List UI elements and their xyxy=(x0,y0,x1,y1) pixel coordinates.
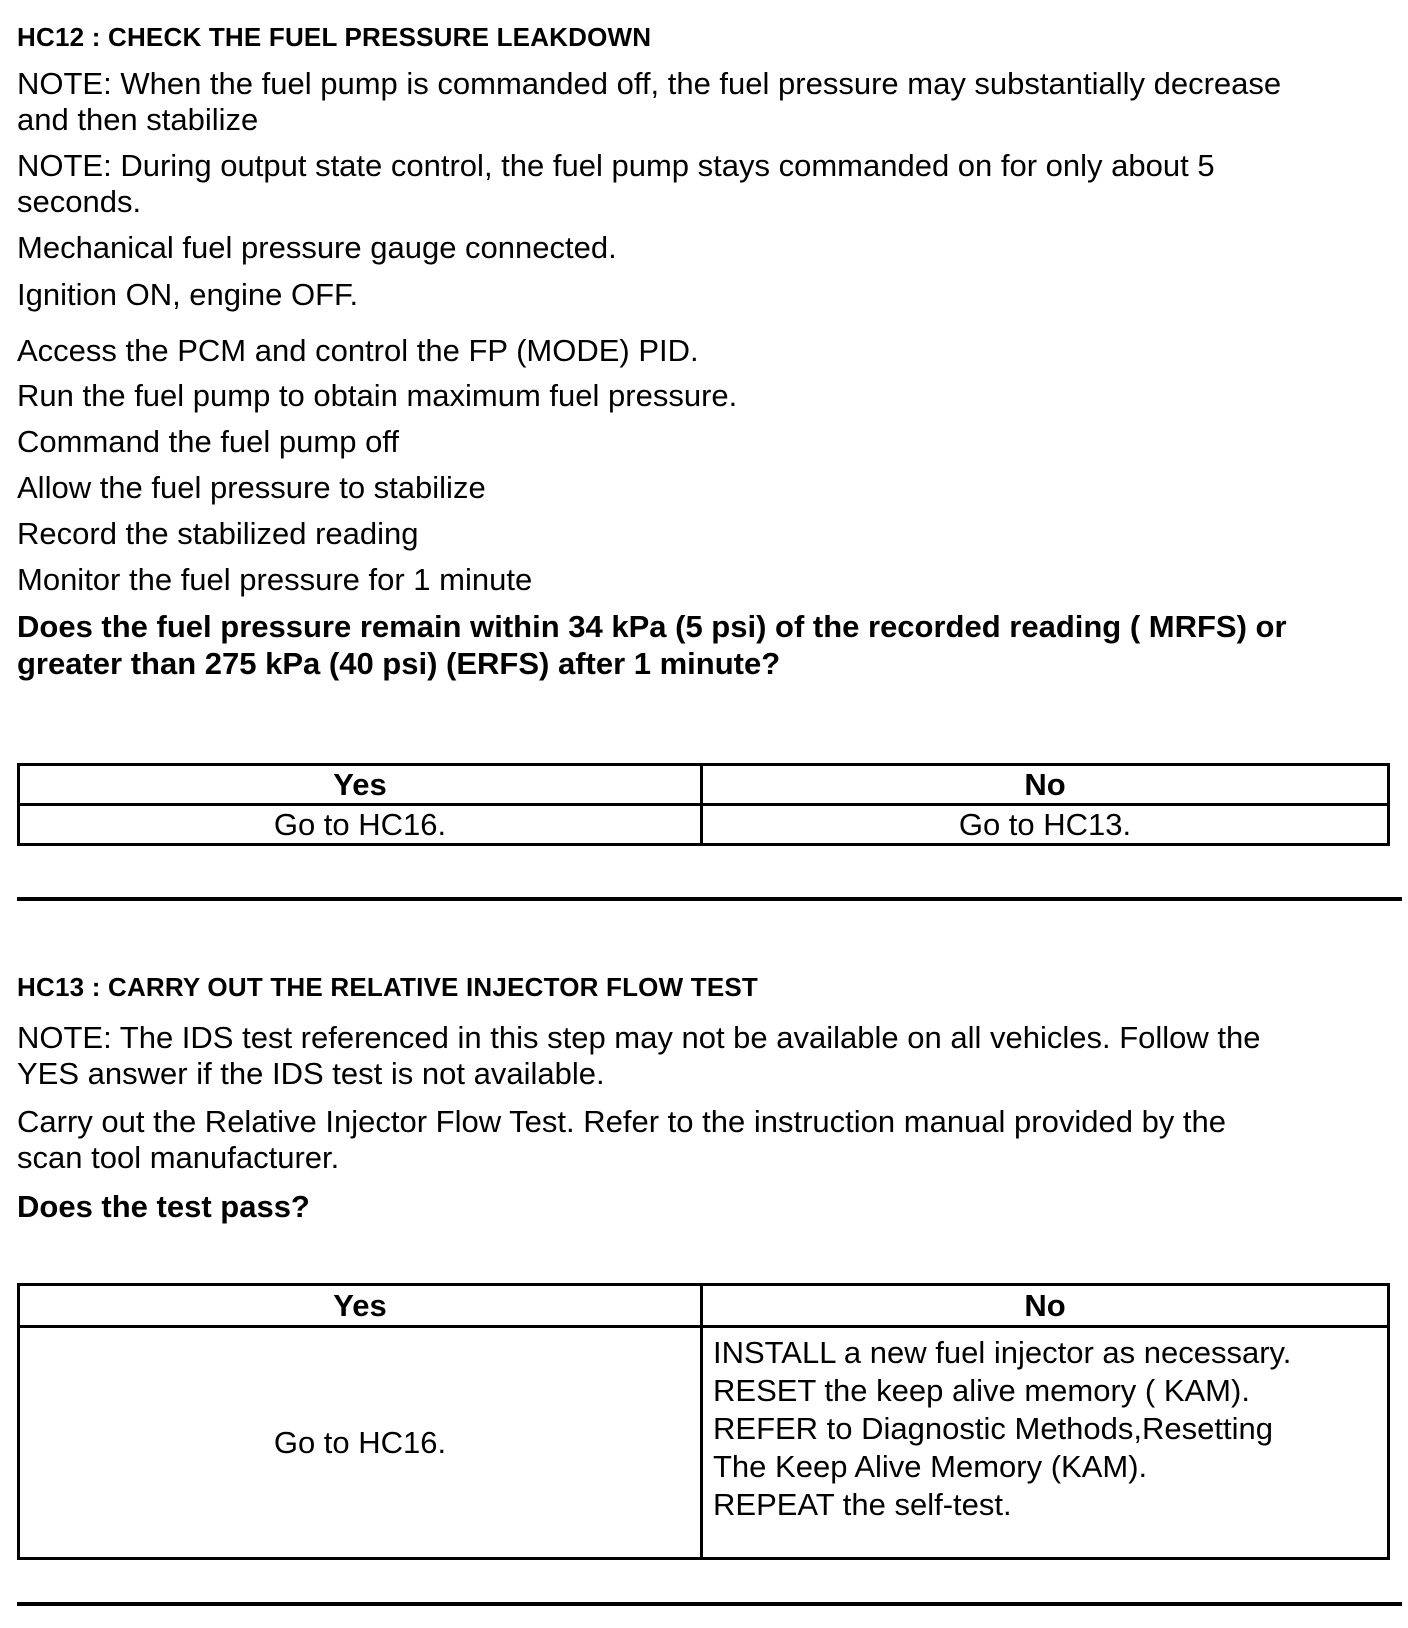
note-text: YES answer if the IDS test is not available. xyxy=(17,1056,605,1091)
no-action: Go to HC13. xyxy=(702,805,1389,845)
note-text: NOTE: The IDS test referenced in this step may not be available on all vehicles. Follow the xyxy=(17,1020,1261,1055)
no-action-list xyxy=(702,1327,1389,1559)
section-heading-hc13: HC13 : CARRY OUT THE RELATIVE INJECTOR FLOW TEST xyxy=(17,972,759,1002)
result-table-hc12 xyxy=(17,763,1390,846)
yes-action: Go to HC16. xyxy=(19,1327,702,1559)
step-text: Access the PCM and control the FP (MODE) PID. xyxy=(17,333,699,368)
question-text: greater than 275 kPa (40 psi) (ERFS) after 1 minute? xyxy=(17,646,781,681)
step-text: Monitor the fuel pressure for 1 minute xyxy=(17,562,533,597)
section-divider xyxy=(17,1602,1402,1606)
step-text: Carry out the Relative Injector Flow Test. Refer to the instruction manual provided by the xyxy=(17,1104,1227,1139)
no-action-item: The Keep Alive Memory (KAM). xyxy=(713,1449,1148,1484)
question-text: Does the fuel pressure remain within 34 kPa (5 psi) of the recorded reading ( MRFS) or xyxy=(17,609,1287,644)
no-action-item: REFER to Diagnostic Methods,Resetting xyxy=(713,1411,1273,1446)
step-text: scan tool manufacturer. xyxy=(17,1140,340,1175)
step-text: Run the fuel pump to obtain maximum fuel pressure. xyxy=(17,378,738,413)
note-text: seconds. xyxy=(17,184,142,219)
question-text: Does the test pass? xyxy=(17,1189,310,1224)
no-header: No xyxy=(702,765,1389,805)
section-divider xyxy=(17,897,1402,901)
no-action-item: RESET the keep alive memory ( KAM). xyxy=(713,1373,1250,1408)
note-text: NOTE: When the fuel pump is commanded off, the fuel pressure may substantially decrease xyxy=(17,66,1282,101)
yes-action: Go to HC16. xyxy=(19,805,702,845)
step-text: Allow the fuel pressure to stabilize xyxy=(17,470,486,505)
result-table-hc13 xyxy=(17,1283,1390,1560)
note-text: and then stabilize xyxy=(17,102,259,137)
yes-header: Yes xyxy=(19,765,702,805)
no-action-item: REPEAT the self-test. xyxy=(713,1487,1012,1522)
step-text: Record the stabilized reading xyxy=(17,516,419,551)
step-text: Command the fuel pump off xyxy=(17,424,399,459)
no-action-item: INSTALL a new fuel injector as necessary. xyxy=(713,1335,1292,1370)
yes-header: Yes xyxy=(19,1285,702,1327)
no-header: No xyxy=(702,1285,1389,1327)
section-heading-hc12: HC12 : CHECK THE FUEL PRESSURE LEAKDOWN xyxy=(17,22,652,52)
step-text: Ignition ON, engine OFF. xyxy=(17,277,359,312)
step-text: Mechanical fuel pressure gauge connected. xyxy=(17,230,617,265)
note-text: NOTE: During output state control, the fuel pump stays commanded on for only about 5 xyxy=(17,148,1215,183)
